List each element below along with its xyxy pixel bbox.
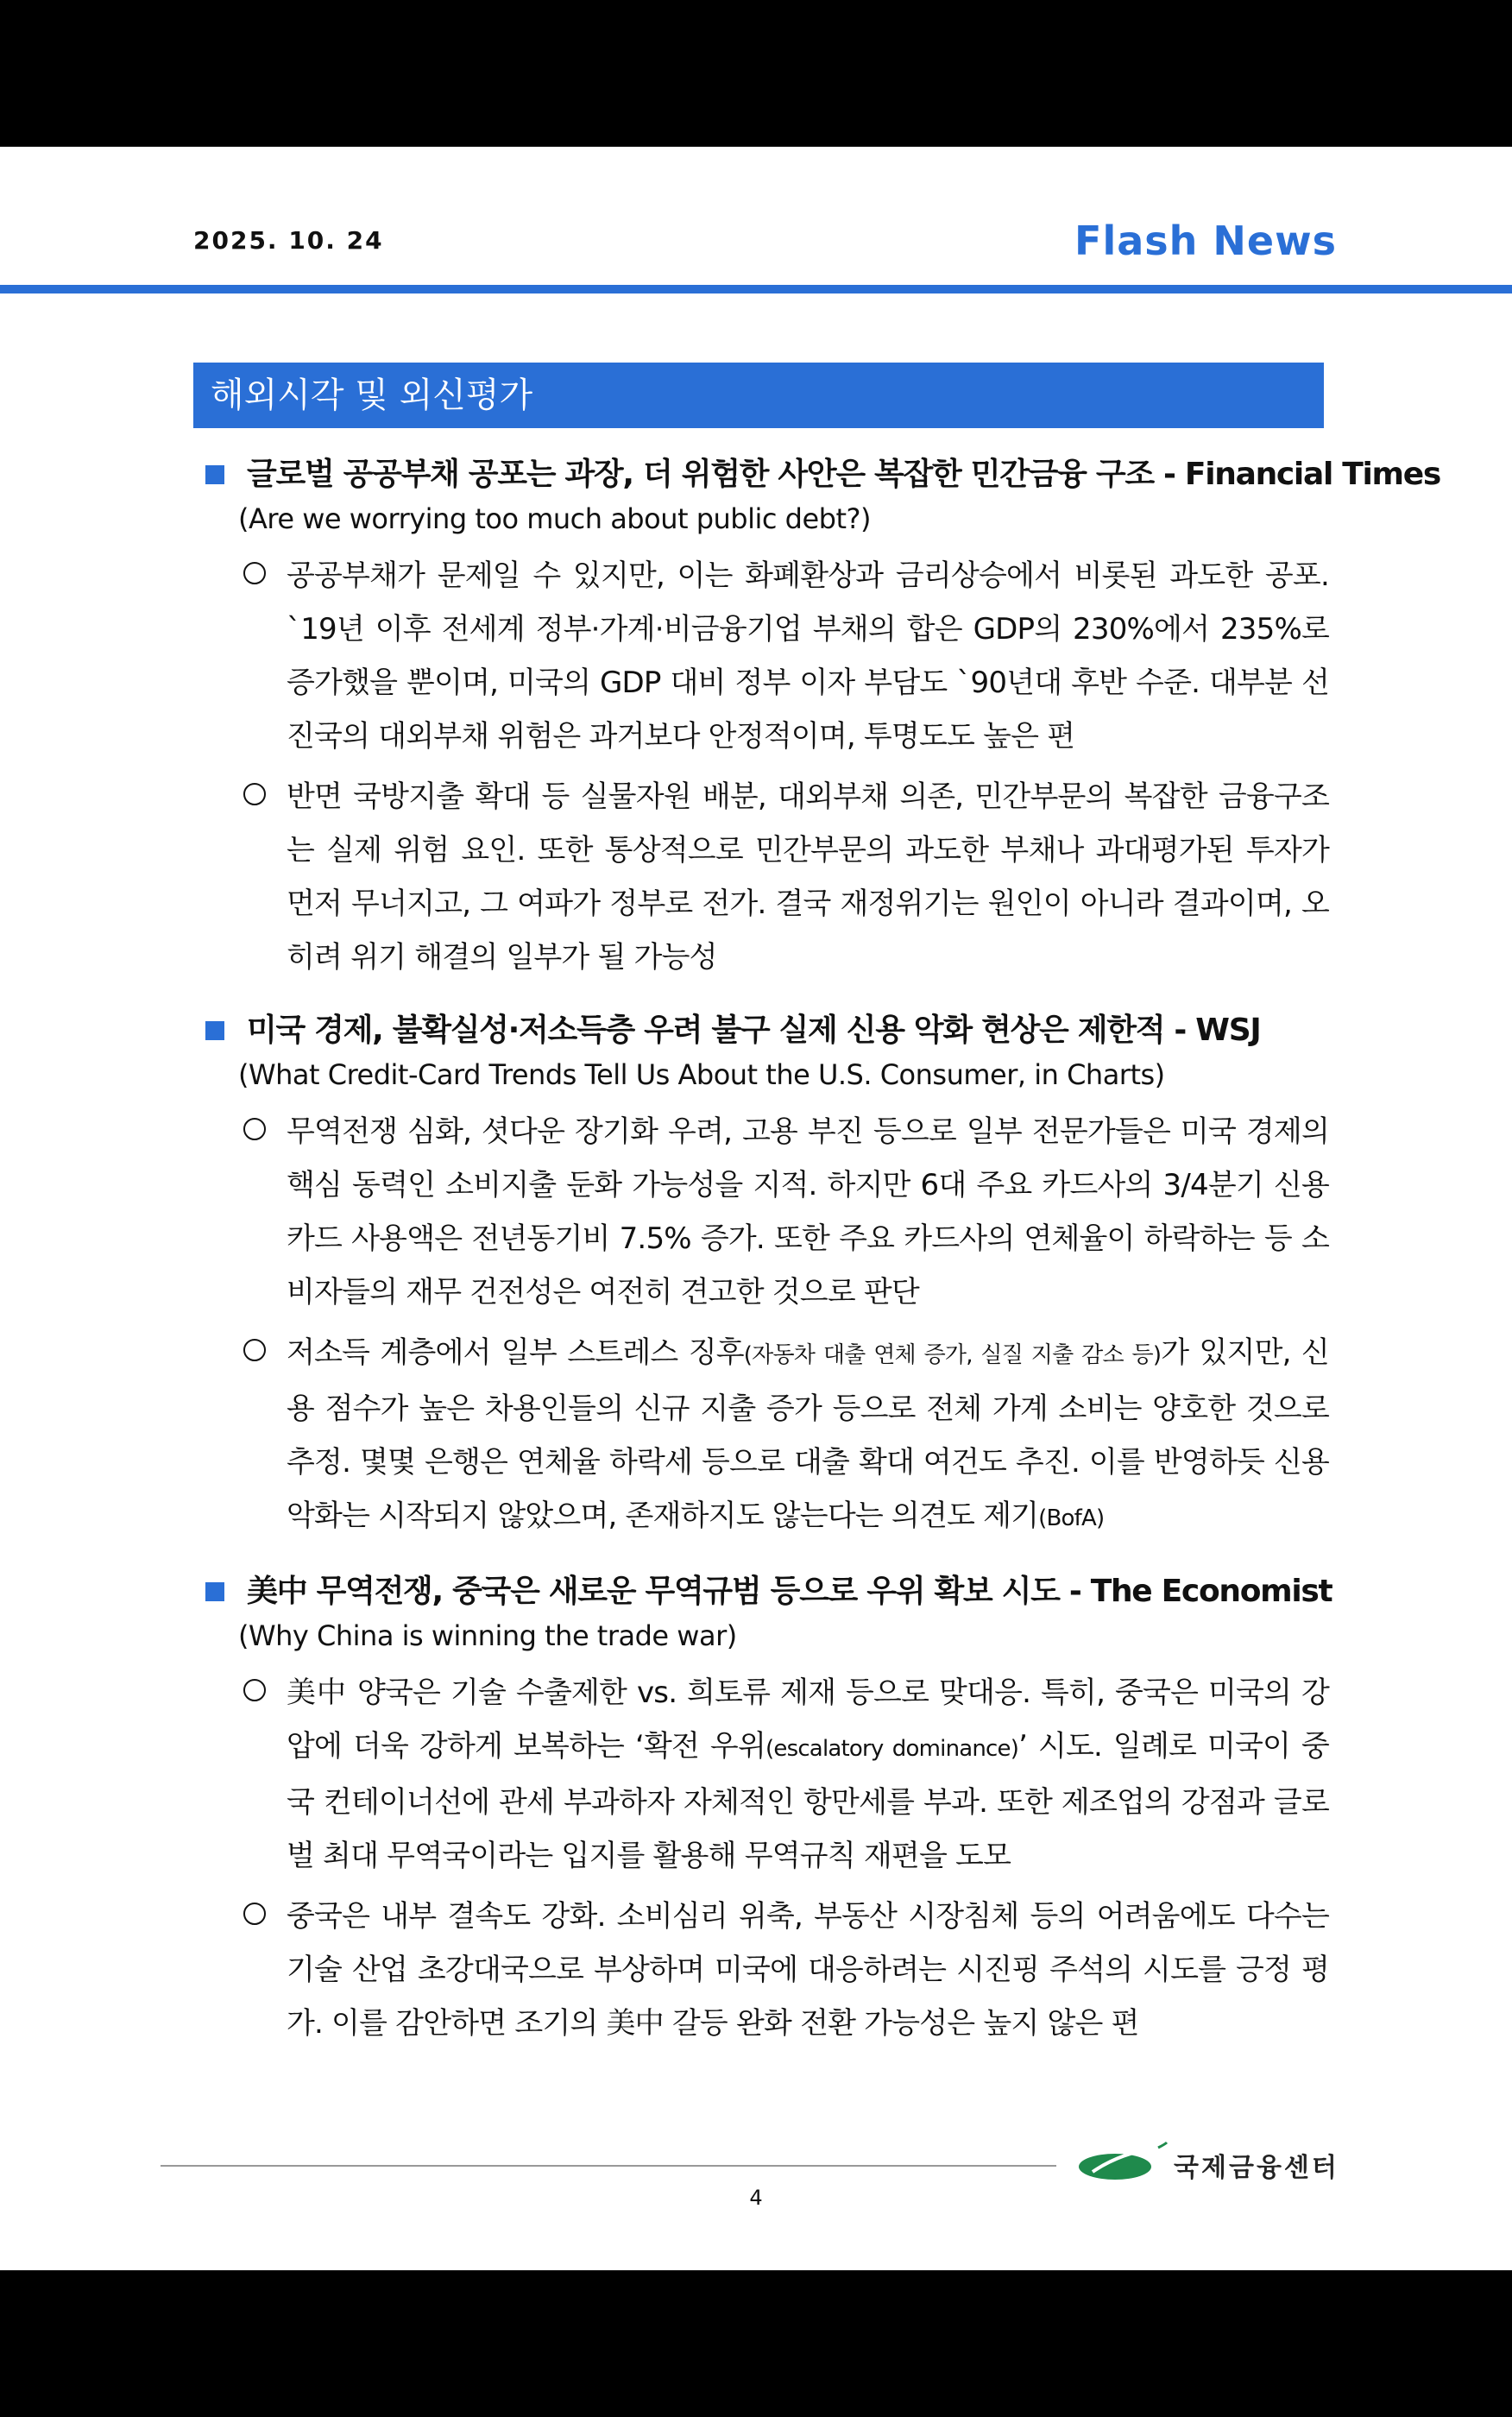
org-name: 국제금융센터 — [1174, 2153, 1339, 2183]
section-title: 해외시각 및 외신평가 — [193, 363, 1324, 428]
article-headline: 글로벌 공공부채 공포는 과장, 더 위험한 사안은 복잡한 민간금융 구조 - Financial Times — [193, 452, 1329, 497]
article — [193, 1008, 1329, 1545]
circle-bullet-icon — [243, 1339, 266, 1361]
bullet-point: 반면 국방지출 확대 등 실물자원 배분, 대외부채 의존, 민간부문의 복잡한 금융구조는 실제 위험 요인. 또한 통상적으로 민간부문의 과도한 부채나 과대평가된 투자가 먼저 무너지고, 그 여파가 정부로 전가. 결국 재정위기는 원인이 아니라 결과이며, 오히려 위기 해결의 일부가 될 가능성 — [193, 770, 1329, 984]
circle-bullet-icon — [243, 783, 266, 805]
brand-title: Flash News — [1074, 218, 1337, 264]
article-headline: 미국 경제, 불확실성·저소득층 우려 불구 실제 신용 악화 현상은 제한적 - WSJ — [193, 1008, 1329, 1053]
article — [193, 452, 1440, 984]
square-bullet-icon — [205, 1021, 224, 1040]
page-number: 4 — [749, 2186, 763, 2210]
article-subtitle: (Why China is winning the trade war) — [238, 1619, 737, 1652]
document-page — [0, 147, 1512, 2270]
square-bullet-icon — [205, 465, 224, 484]
bullet-point: 무역전쟁 심화, 셧다운 장기화 우려, 고용 부진 등으로 일부 전문가들은 미국 경제의 핵심 동력인 소비지출 둔화 가능성을 지적. 하지만 6대 주요 카드사의 3/4분기 신용카드 사용액은 전년동기비 7.5% 증가. 또한 주요 카드사의 연체율이 하락하는 등 소비자들의 재무 건전성은 여전히 견고한 것으로 판단 — [193, 1105, 1329, 1319]
circle-bullet-icon — [243, 1903, 266, 1925]
article-list — [193, 452, 1440, 2074]
article-subtitle: (Are we worrying too much about public debt?) — [238, 502, 871, 535]
org-logo-icon — [1075, 2141, 1169, 2184]
square-bullet-icon — [205, 1582, 224, 1601]
header-rule — [0, 285, 1512, 293]
bullet-point: 美中 양국은 기술 수출제한 vs. 희토류 제재 등으로 맞대응. 특히, 중국은 미국의 강압에 더욱 강하게 보복하는 ‘확전 우위(escalatory dominance)’ 시도. 일례로 미국이 중국 컨테이너선에 관세 부과하자 자체적인 항만세를 부과. 또한 제조업의 강점과 글로벌 최대 무역국이라는 입지를 활용해 무역규칙 재편을 도모 — [193, 1666, 1329, 1883]
bullet-point: 저소득 계층에서 일부 스트레스 징후(자동차 대출 연체 증가, 실질 지출 감소 등)가 있지만, 신용 점수가 높은 차용인들의 신규 지출 증가 등으로 전체 가계 소비는 양호한 것으로 추정. 몇몇 은행은 연체율 하락세 등으로 대출 확대 여건도 추진. 이를 반영하듯 신용 악화는 시작되지 않았으며, 존재하지도 않는다는 의견도 제기(BofA) — [193, 1326, 1329, 1545]
circle-bullet-icon — [243, 1679, 266, 1701]
report-date: 2025. 10. 24 — [193, 226, 384, 255]
footer-rule — [161, 2165, 1056, 2167]
bullet-point: 공공부채가 문제일 수 있지만, 이는 화폐환상과 금리상승에서 비롯된 과도한 공포. `19년 이후 전세계 정부·가계·비금융기업 부채의 합은 GDP의 230%에서 235%로 증가했을 뿐이며, 미국의 GDP 대비 정부 이자 부담도 `90년대 후반 수준. 대부분 선진국의 대외부채 위험은 과거보다 안정적이며, 투명도도 높은 편 — [193, 549, 1329, 763]
circle-bullet-icon — [243, 562, 266, 584]
article-headline: 美中 무역전쟁, 중국은 새로운 무역규범 등으로 우위 확보 시도 - The Economist — [193, 1569, 1329, 1614]
circle-bullet-icon — [243, 1118, 266, 1140]
article — [193, 1569, 1332, 2050]
bullet-point: 중국은 내부 결속도 강화. 소비심리 위축, 부동산 시장침체 등의 어려움에도 다수는 기술 산업 초강대국으로 부상하며 미국에 대응하려는 시진핑 주석의 시도를 긍정 평가. 이를 감안하면 조기의 美中 갈등 완화 전환 가능성은 높지 않은 편 — [193, 1890, 1329, 2050]
article-subtitle: (What Credit-Card Trends Tell Us About the U.S. Consumer, in Charts) — [238, 1058, 1165, 1091]
